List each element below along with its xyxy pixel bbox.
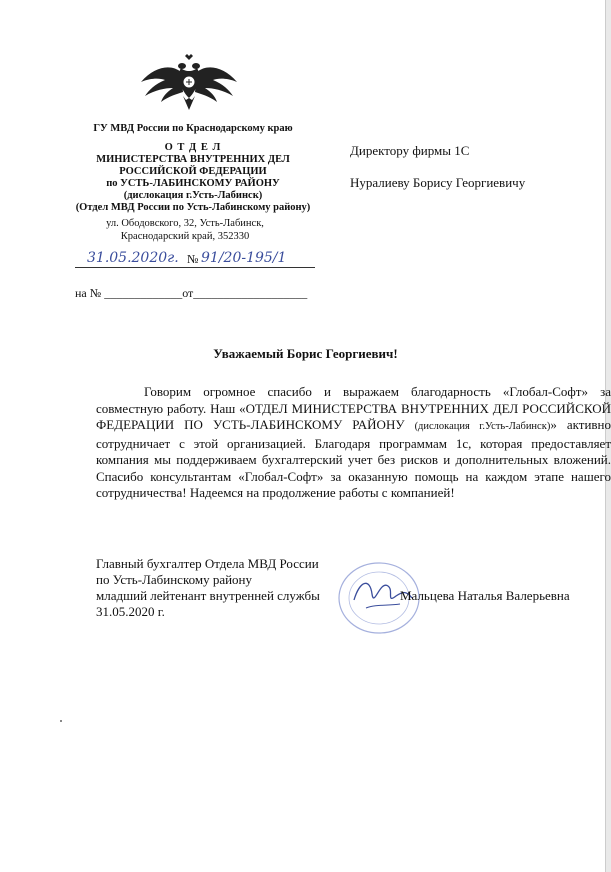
signer-title: Главный бухгалтер Отдела МВД России	[96, 556, 319, 571]
signer-rank: младший лейтенант внутренней службы	[96, 588, 320, 603]
body-text-small: (дислокация г.Усть-Лабинск)	[414, 421, 551, 432]
agency-header: ГУ МВД России по Краснодарскому краю	[93, 123, 293, 134]
greeting: Уважаемый Борис Георгиевич!	[213, 346, 398, 361]
ref-from-label: от	[182, 286, 194, 300]
address-line: Краснодарский край, 352330	[120, 230, 250, 242]
dept-address	[55, 218, 315, 243]
double-headed-eagle-emblem	[137, 54, 241, 114]
ref-label: на №	[75, 286, 102, 300]
ref-from-blank: ___________________	[193, 286, 308, 300]
body-text: Говорим огромное спасибо и выражаем благодарность «Глобал-Софт» за совместную работу. Наш «ОТДЕЛ МИНИСТЕРСТВА ВНУТРЕННИХ ДЕЛ РОССИЙСКОЙ ФЕДЕРАЦИИ ПО УСТЬ-ЛАБИНСКОМУ РАЙОНУ	[96, 384, 611, 432]
reference-line	[75, 286, 335, 301]
dept-name-line: РОССИЙСКОЙ ФЕДЕРАЦИИ	[119, 166, 267, 177]
signer-name: Мальцева Наталья Валерьевна	[400, 588, 570, 603]
registration-number: 91/20-195/1	[201, 250, 287, 266]
number-label: №	[187, 252, 199, 266]
registration-date: 31.05.2020г.	[87, 250, 179, 266]
recipient-name: Нуралиеву Борису Георгиевичу	[350, 175, 526, 190]
registration-line	[75, 252, 315, 272]
ref-blank: _____________	[104, 286, 183, 300]
signer-title: по Усть-Лабинскому району	[96, 572, 253, 587]
dept-short-name: (Отдел МВД России по Усть-Лабинскому району)	[75, 202, 311, 213]
dept-name-line: по УСТЬ-ЛАБИНСКОМУ РАЙОНУ	[106, 178, 280, 189]
dept-name-line: МИНИСТЕРСТВА ВНУТРЕННИХ ДЕЛ	[96, 154, 290, 165]
letter-body	[96, 384, 611, 502]
registration-underline	[75, 267, 315, 268]
body-text: » активно сотрудничает с этой организацией. Благодаря программам 1с, которая предоставляет компания мы поддерживаем бухгалтерский учет без рисков и дополнительных вложений. Спасибо консультантам «Глобал-Софт» за оказанную помощь на каждом этапе нашего сотрудничества! Надеемся на продолжение работы с компанией!	[96, 417, 611, 500]
signature-date: 31.05.2020 г.	[96, 604, 165, 619]
dept-location: (дислокация г.Усть-Лабинск)	[123, 190, 263, 201]
recipient-position: Директору фирмы 1С	[350, 143, 470, 158]
address-line: ул. Ободовского, 32, Усть-Лабинск,	[106, 218, 264, 229]
scan-speck	[60, 720, 62, 722]
dept-title: О Т Д Е Л	[164, 142, 222, 153]
